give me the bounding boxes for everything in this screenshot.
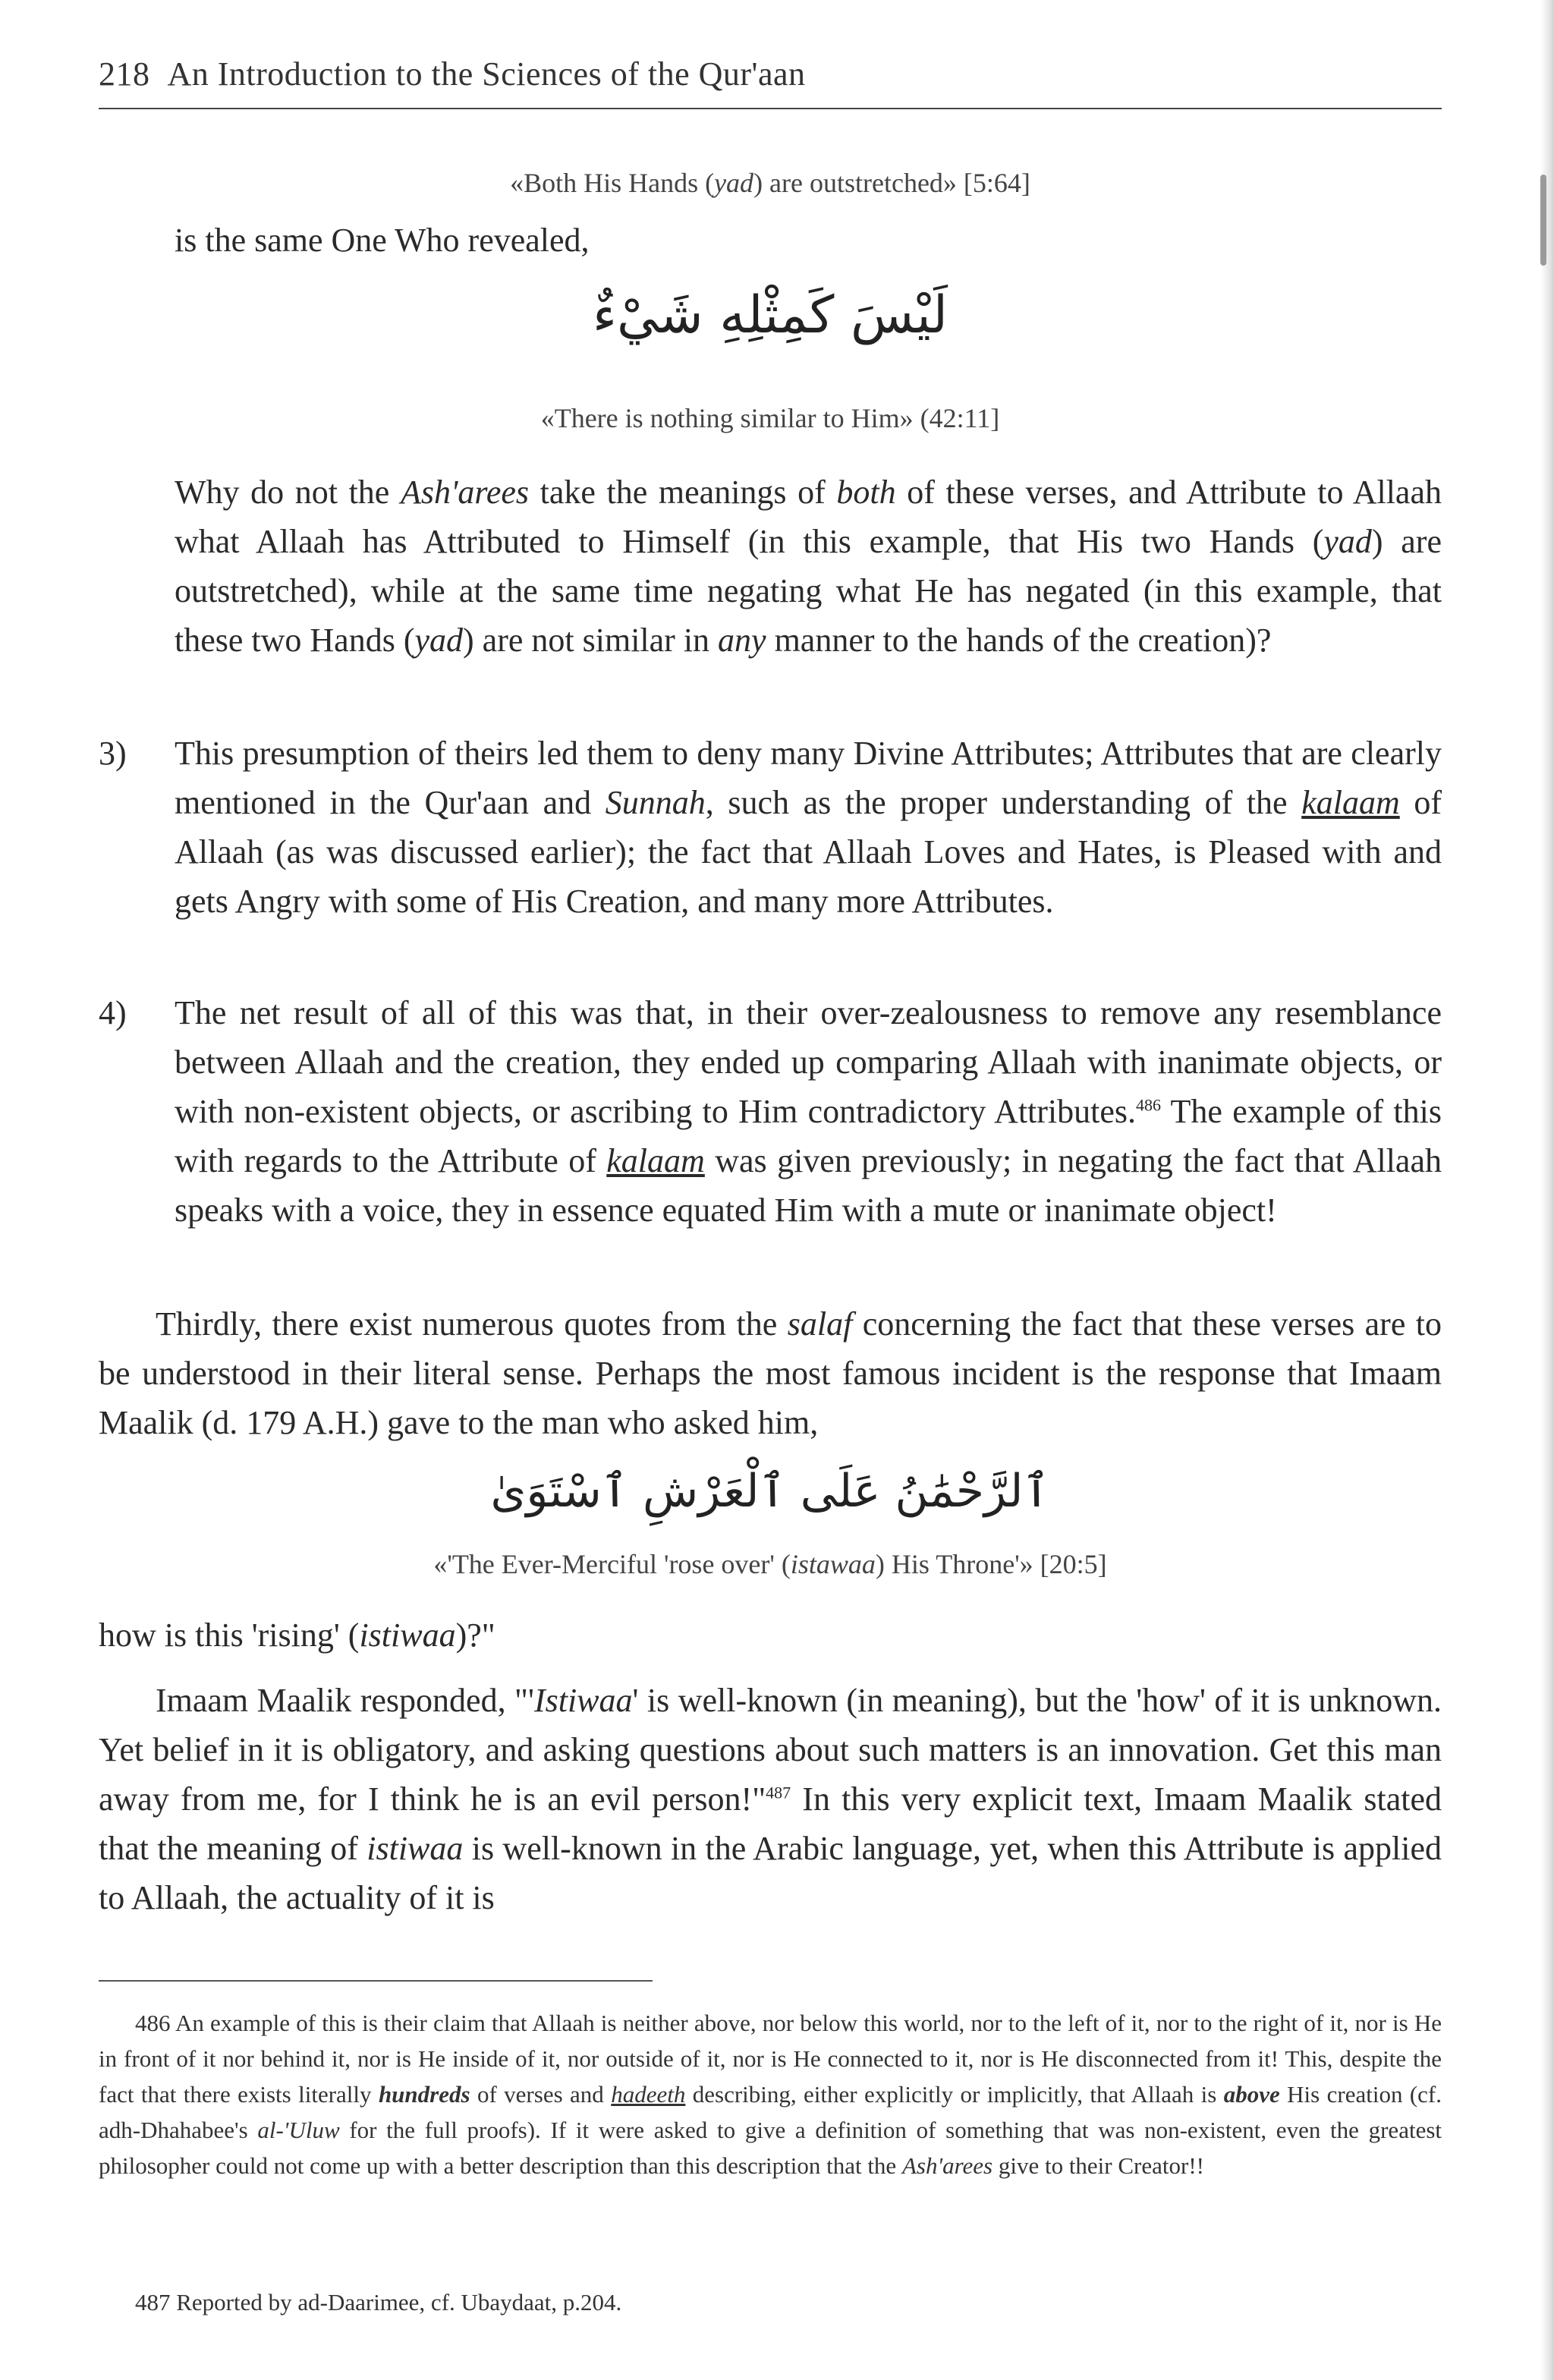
quote-throne: «'The Ever-Merciful 'rose over' (istawaa) His Throne'» [20:5] bbox=[433, 1549, 1107, 1579]
footnote-ref-486[interactable]: 486 bbox=[1136, 1095, 1162, 1115]
footnote-ref-487[interactable]: 487 bbox=[766, 1783, 791, 1802]
page-number: 218 bbox=[99, 55, 150, 93]
running-header bbox=[99, 55, 1442, 93]
arabic-verse-20-5: ٱلرَّحْمَٰنُ عَلَى ٱلْعَرْشِ ٱسْتَوَىٰ bbox=[490, 1465, 1050, 1518]
book-title: An Introduction to the Sciences of the Qur'aan bbox=[167, 55, 806, 93]
list-item-3: This presumption of theirs led them to deny many Divine Attributes; Attributes that are clearly mentioned in the Qur'aan and Sunnah, such as the proper understanding of the kalaam of Allaah (as was discussed earlier); the fact that Allaah Loves and Hates, is Pleased with and gets Angry with some of His Creation, and many more Attributes. bbox=[175, 735, 1442, 920]
item-number-3: 3) bbox=[99, 735, 127, 772]
footnote-rule bbox=[99, 1980, 653, 1982]
paragraph-thirdly: Thirdly, there exist numerous quotes from the salaf concerning the fact that these verses are to be understood in their literal sense. Perhaps the most famous incident is the response that Imaam Maalik (d. 179 A.H.) gave to the man who asked him, bbox=[99, 1305, 1442, 1441]
item-number-4: 4) bbox=[99, 994, 127, 1031]
footnote-number: 487 bbox=[135, 2289, 171, 2315]
footnote-number: 486 bbox=[135, 2010, 171, 2036]
paragraph-why: Why do not the Ash'arees take the meanings of both of these verses, and Attribute to Allaah what Allaah has Attributed to Himself (in this example, that His two Hands (yad) are outstretched), while at the same time negating what He has negated (in this example, that these two Hands (yad) are not similar in any manner to the hands of the creation)? bbox=[175, 474, 1442, 659]
paragraph-maalik: Imaam Maalik responded, "'Istiwaa' is well-known (in meaning), but the 'how' of it is unknown. Yet belief in it is obligatory, and asking questions about such matters is an innovation. Get this man away from me, for I think he is an evil person!"$^{487}$ In this very explicit text, Imaam Maalik stated that the meaning of istiwaa is well-known in the Arabic language, yet, when this Attribute is applied to Allaah, the actuality of it is bbox=[99, 1682, 1442, 1916]
list-item-4: The net result of all of this was that, in their over-zealousness to remove any resemblance between Allaah and the creation, they ended up comparing Allaah with inanimate objects, or with non-existent objects, or ascribing to Him contradictory Attributes.$^{486}$ The example of this with regards to the Attribute of kalaam was given previously; in negating the fact that Allaah speaks with a voice, they in essence equated Him with a mute or inanimate object! bbox=[175, 994, 1442, 1229]
scan-binding-mark bbox=[1540, 175, 1546, 266]
footnote-487: 487 Reported by ad-Daarimee, cf. Ubaydaat, p.204. bbox=[135, 2289, 622, 2315]
scan-page-edge bbox=[1540, 0, 1554, 2380]
quote-nothing-similar: «There is nothing similar to Him» (42:11] bbox=[540, 403, 1000, 433]
quote-hands: «Both His Hands (yad) are outstretched» [5:64] bbox=[510, 168, 1030, 198]
line-same-one: is the same One Who revealed, bbox=[175, 222, 590, 259]
arabic-verse-42-11: لَيْسَ كَمِثْلِهِ شَيْءٌ bbox=[593, 285, 948, 345]
line-how-rising: how is this 'rising' (istiwaa)?" bbox=[99, 1617, 495, 1654]
header-rule bbox=[99, 108, 1442, 109]
footnote-486: 486 An example of this is their claim that Allaah is neither above, nor below this world, nor to the left of it, nor to the right of it, nor is He in front of it nor behind it, nor is He inside of it, nor outside of it, nor is He connected to it, nor is He disconnected from it! This, despite the fact that there exists literally hundreds of verses and hadeeth describing, either explicitly or implicitly, that Allaah is above His creation (cf. adh-Dhahabee's al-'Uluw for the full proofs). If it were asked to give a definition of something that was non-existent, even the greatest philosopher could not come up with a better description than this description that the Ash'arees give to their Creator!! bbox=[99, 2010, 1442, 2179]
